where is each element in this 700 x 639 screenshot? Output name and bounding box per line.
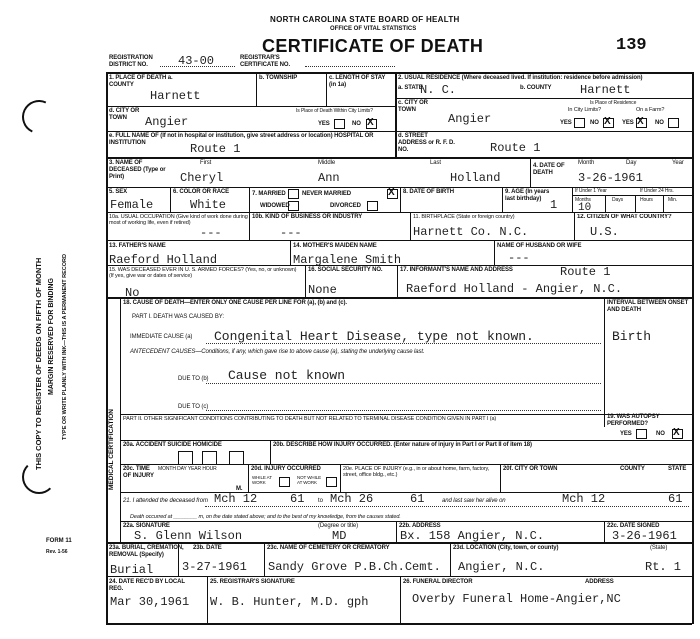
burial-date-label: 23b. DATE — [193, 545, 222, 551]
registrar-cert-line — [305, 66, 395, 67]
sex-value: Female — [110, 198, 154, 212]
homicide-box[interactable] — [229, 451, 244, 465]
location-state-label: (State) — [650, 545, 668, 551]
frame-right — [692, 72, 694, 624]
form-revision: Rev. 1-56 — [46, 549, 68, 555]
dod-label: 4. DATE OF DEATH — [533, 163, 565, 176]
burial-date-value: 3-27-1961 — [182, 560, 247, 574]
residence-county-value: Harnett — [580, 83, 631, 97]
res-farm-yes-mark: X — [637, 116, 644, 127]
res-no2: NO — [655, 120, 664, 126]
rule — [340, 464, 341, 492]
received-value: Mar 30,1961 — [110, 595, 190, 609]
cause-line-c — [206, 410, 601, 411]
residence-farm-label: On a Farm? — [636, 107, 665, 113]
route-value: Rt. 1 — [645, 560, 682, 574]
address-value: Bx. 158 Angier, N.C. — [400, 529, 545, 543]
min-label: Min. — [668, 197, 678, 203]
attended-from-value: Mch 12 — [214, 492, 258, 506]
place-city-label: d. CITY OR TOWN — [109, 108, 140, 121]
rule — [256, 72, 257, 106]
cause-line-a — [206, 343, 601, 344]
race-label: 6. COLOR OR RACE — [173, 189, 230, 195]
rule — [500, 464, 501, 492]
rule — [120, 464, 692, 465]
rule — [572, 187, 573, 212]
informant-label: 17. INFORMANT'S NAME AND ADDRESS — [400, 267, 513, 273]
never-married-label: NEVER MARRIED — [302, 191, 352, 197]
rule — [120, 521, 692, 522]
rule — [120, 440, 692, 441]
under-1-label: If Under 1 Year — [575, 188, 607, 194]
mother-value: Margalene Smith — [293, 253, 402, 267]
residence-street-value: Route 1 — [490, 141, 541, 155]
rule — [248, 464, 249, 492]
ssn-label: 16. SOCIAL SECURITY NO. — [308, 267, 383, 273]
residence-county-label: b. COUNTY — [520, 85, 552, 91]
side-text-register: THIS COPY TO REGISTER OF DEEDS ON FIFTH OF MONTH — [34, 257, 43, 470]
location-label: 23d. LOCATION (City, town, or county) — [453, 545, 559, 551]
dod-month-label: Month — [578, 160, 595, 166]
due-b-value: Cause not known — [228, 368, 346, 383]
received-label: 24. DATE REC'D BY LOCAL REG. — [109, 579, 185, 592]
rule — [106, 131, 395, 132]
form-number: FORM 11 — [46, 538, 72, 544]
father-label: 13. FATHER'S NAME — [109, 243, 166, 249]
place-county-label: 1. PLACE OF DEATH a. COUNTY — [109, 75, 173, 88]
while-work-box[interactable] — [279, 477, 290, 487]
residence-place-label: Is Place of Residence — [590, 100, 637, 106]
residence-state-value: N. C. — [420, 83, 457, 97]
medical-strip-divider — [120, 297, 121, 542]
residence-street-label: d. STREET ADDRESS or R. F. D. NO. — [398, 133, 455, 153]
dod-day-label: Day — [626, 160, 637, 166]
dob-label: 8. DATE OF BIRTH — [403, 189, 454, 195]
rule — [410, 212, 411, 240]
side-text-margin: MARGIN RESERVED FOR BINDING — [48, 278, 55, 395]
time-injury-label: 20c. TIME OF INJURY — [123, 466, 154, 479]
divorced-box[interactable] — [367, 201, 378, 211]
res-limits-no-mark: X — [604, 116, 611, 127]
rule — [170, 187, 171, 212]
while-work-label: WHILE AT WORK — [252, 475, 272, 485]
suicide-box[interactable] — [202, 451, 217, 465]
married-box[interactable] — [288, 189, 299, 199]
cemetery-value: Sandy Grove P.B.Ch.Cemt. — [268, 560, 441, 574]
father-value: Raeford Holland — [109, 253, 218, 267]
rule — [106, 157, 692, 159]
frame-middle — [395, 72, 397, 157]
part2-label: PART II. OTHER SIGNIFICANT CONDITIONS CONTRIBUTING TO DEATH BUT NOT RELATED TO TERMINAL DISEASE CONDITION GIVEN IN PART I (a) — [123, 416, 497, 422]
rule — [106, 212, 692, 213]
birthplace-value: Harnett Co. N.C. — [413, 225, 529, 239]
birthplace-label: 11. BIRTHPLACE (State or foreign country) — [413, 214, 515, 220]
spouse-label: NAME OF HUSBAND OR WIFE — [497, 243, 582, 249]
attended-to-value: Mch 26 — [330, 492, 374, 506]
rule — [395, 131, 692, 132]
rule — [397, 265, 398, 297]
date-signed-label: 22c. DATE SIGNED — [607, 523, 660, 529]
name-middle-label: Middle — [318, 160, 336, 166]
rule — [604, 297, 605, 427]
rule — [572, 195, 692, 196]
rule — [326, 72, 327, 106]
attended-label: 21. I attended the deceased from — [123, 498, 208, 504]
name-last-label: Last — [430, 160, 441, 166]
residence-city-value: Angier — [448, 112, 492, 126]
rule — [530, 157, 531, 187]
not-work-box[interactable] — [326, 477, 337, 487]
location-value: Angier, N.C. — [458, 560, 545, 574]
antecedent-label: ANTECEDENT CAUSES—Conditions, if any, which gave rise to above cause (a), stating the underlying cause last. — [130, 349, 425, 355]
age-months-value: 10 — [578, 202, 592, 214]
immediate-value: Congenital Heart Disease, type not known. — [214, 329, 534, 344]
occupation-value: --- — [200, 226, 222, 240]
citizen-value: U.S. — [590, 225, 619, 239]
name-label: 3. NAME OF DECEASED (Type or Print) — [109, 160, 166, 180]
rule — [635, 195, 636, 212]
place-institution-label: e. FULL NAME OF (If not in hospital or institution, give street address or location) HOSPITAL OR INSTITUTION — [109, 133, 374, 146]
attended-to-label: to — [318, 498, 323, 504]
injury-city-label: 20f. CITY OR TOWN — [503, 466, 558, 472]
dod-year-label: Year — [672, 160, 684, 166]
rule — [106, 106, 395, 107]
date-signed-value: 3-26-1961 — [612, 529, 677, 543]
immediate-label: IMMEDIATE CAUSE (a) — [130, 334, 193, 340]
rule — [264, 542, 265, 576]
due-b-label: DUE TO (b) — [178, 376, 209, 382]
residence-city-limits-label: In City Limits? — [568, 107, 602, 113]
injury-occurred-label: 20d. INJURY OCCURRED — [251, 466, 321, 472]
registrar-sig-value: W. B. Hunter, M.D. gph — [210, 595, 369, 609]
rule — [396, 521, 397, 542]
rule — [663, 195, 664, 212]
place-county-value: Harnett — [150, 89, 201, 103]
rule — [178, 542, 179, 576]
medical-certification-label: MEDICAL CERTIFICATION — [108, 408, 115, 490]
reg-district-value: 43-00 — [178, 54, 215, 68]
cemetery-label: 23c. NAME OF CEMETERY OR CREMATORY — [267, 545, 390, 551]
rule — [106, 576, 692, 577]
residence-city-label: c. CITY OR TOWN — [398, 100, 428, 113]
autopsy-no-mark: X — [673, 427, 680, 438]
office-name: OFFICE OF VITAL STATISTICS — [330, 26, 417, 32]
autopsy-label: 19. WAS AUTOPSY PERFORMED? — [607, 414, 660, 427]
place-stay-label: c. LENGTH OF STAY (in 1a) — [329, 75, 386, 88]
armed-value: No — [125, 286, 140, 300]
accident-box[interactable] — [178, 451, 193, 465]
rule — [605, 195, 606, 212]
divorced-label: DIVORCED — [330, 203, 361, 209]
degree-label: (Degree or title) — [318, 523, 358, 529]
place-yes-checkbox[interactable] — [334, 119, 345, 129]
time-cols-label: MONTH DAY YEAR HOUR — [158, 466, 217, 472]
residence-state-label: a. STATE — [398, 85, 423, 91]
res-no1: NO — [590, 120, 599, 126]
res-farm-no-box[interactable] — [668, 118, 679, 128]
residence-label: 2. USUAL RESIDENCE (Where deceased lived. If institution: residence before admission) — [398, 75, 643, 81]
attended-from-year: 61 — [290, 492, 305, 506]
place-injury-label: 20e. PLACE OF INJURY (e.g., in or about home, farm, factory, street, office bldg., etc.) — [343, 466, 490, 478]
agency-name: NORTH CAROLINA STATE BOARD OF HEALTH — [270, 15, 460, 24]
place-institution-value: Route 1 — [190, 142, 241, 156]
rule — [106, 542, 692, 544]
frame-top — [106, 72, 692, 74]
industry-label: 10b. KIND OF BUSINESS OR INDUSTRY — [252, 214, 363, 220]
rule — [604, 521, 605, 542]
place-city-limits-q: Is Place of Death Within City Limits? — [296, 108, 373, 114]
married-label: 7. MARRIED — [252, 191, 286, 197]
director-value: Overby Funeral Home-Angier,NC — [412, 592, 621, 606]
signature-value: S. Glenn Wilson — [134, 529, 243, 543]
death-occurred-note: Death occurred at ________ m, on the date stated above; and to the best of my knowledge, from the causes stated. — [130, 514, 401, 520]
attended-line — [205, 506, 689, 507]
injury-county-label: COUNTY — [620, 466, 645, 472]
certificate-number: 139 — [616, 36, 647, 55]
rule — [400, 576, 401, 624]
hours-label: Hours — [640, 197, 653, 203]
signature-label: 22a. SIGNATURE — [123, 523, 170, 529]
burial-method-label: 23a. BURIAL, CREMATION, REMOVAL (Specify) — [109, 545, 184, 558]
degree-value: MD — [332, 529, 347, 543]
name-first-value: Cheryl — [180, 171, 224, 185]
interval-label: INTERVAL BETWEEN ONSET AND DEATH — [607, 300, 689, 313]
name-first-label: First — [200, 160, 212, 166]
age-label: 9. AGE (In years last birthday) — [505, 189, 550, 202]
informant-value: Raeford Holland - Angier, N.C. — [406, 282, 623, 296]
registrar-sig-label: 25. REGISTRAR'S SIGNATURE — [210, 579, 295, 585]
under-24-label: If Under 24 Hrs. — [640, 188, 674, 194]
interval-a-value: Birth — [612, 329, 652, 344]
rule — [290, 240, 291, 265]
rule — [395, 98, 692, 99]
autopsy-yes-box[interactable] — [636, 429, 647, 439]
time-m-label: M. — [236, 486, 243, 492]
rule — [249, 212, 250, 240]
rule — [106, 240, 692, 241]
director-address-label: ADDRESS — [585, 579, 614, 585]
attended-to-year: 61 — [410, 492, 425, 506]
page-title: CERTIFICATE OF DEATH — [262, 36, 484, 56]
widowed-label: WIDOWED — [260, 203, 290, 209]
autopsy-no-label: NO — [656, 431, 665, 437]
place-yes-label: YES — [318, 121, 330, 127]
due-c-label: DUE TO (c) — [178, 404, 209, 410]
occupation-label: 10a. USUAL OCCUPATION (Give kind of work done during most of working life, even if retired) — [109, 214, 248, 226]
days-label: Days — [612, 197, 623, 203]
name-middle-value: Ann — [318, 171, 340, 185]
spouse-value: --- — [508, 251, 530, 265]
never-married-mark: X — [388, 187, 395, 198]
reg-district-line — [160, 66, 235, 67]
address-label: 22b. ADDRESS — [399, 523, 441, 529]
dod-value: 3-26-1961 — [578, 171, 643, 185]
sex-label: 5. SEX — [109, 189, 128, 195]
rule — [305, 265, 306, 297]
registrar-cert-label: REGISTRAR'S CERTIFICATE NO. — [240, 55, 291, 68]
place-no-mark: X — [367, 117, 374, 128]
cause-label: 18. CAUSE OF DEATH—ENTER ONLY ONE CAUSE PER LINE FOR (a), (b) and (c). — [123, 300, 347, 306]
rule — [450, 542, 451, 576]
industry-value: --- — [280, 226, 302, 240]
reg-district-label: REGISTRATION DISTRICT NO. — [109, 55, 153, 68]
director-label: 26. FUNERAL DIRECTOR — [403, 579, 473, 585]
cause-line-b — [206, 383, 601, 384]
last-saw-year: 61 — [668, 492, 683, 506]
rule — [502, 187, 503, 212]
autopsy-yes-label: YES — [620, 431, 632, 437]
age-years-value: 1 — [550, 198, 558, 212]
place-township-label: b. TOWNSHIP — [259, 75, 298, 81]
rule — [400, 187, 401, 212]
binding-hole-top — [17, 95, 61, 139]
last-saw-value: Mch 12 — [562, 492, 606, 506]
res-yes2: YES — [622, 120, 634, 126]
rule — [120, 492, 692, 493]
widowed-box[interactable] — [288, 201, 299, 211]
describe-injury-label: 20b. DESCRIBE HOW INJURY OCCURRED. (Enter nature of injury in Part I or Part II of item 18) — [273, 442, 532, 448]
mother-label: 14. MOTHER'S MAIDEN NAME — [293, 243, 377, 249]
place-no-label: NO — [352, 121, 361, 127]
injury-state-label: STATE — [668, 466, 687, 472]
accident-label: 20a. ACCIDENT SUICIDE HOMICIDE — [123, 442, 222, 448]
rule — [494, 240, 495, 265]
ssn-value: None — [308, 283, 337, 297]
side-text-permanent: TYPE OR WRITE PLAINLY WITH INK—THIS IS A PERMANENT RECORD — [62, 254, 68, 440]
rule — [207, 576, 208, 624]
not-work-label: NOT WHILE AT WORK — [297, 475, 322, 485]
months-label: Months — [575, 197, 591, 203]
armed-label: 15. WAS DECEASED EVER IN U. S. ARMED FORCES? (Yes, no, or unknown) (If yes, give war or dates of service) — [109, 267, 297, 279]
rule — [270, 440, 271, 464]
res-yes1: YES — [560, 120, 572, 126]
res-limits-yes-box[interactable] — [574, 118, 585, 128]
informant-address-value: Route 1 — [560, 265, 611, 279]
place-city-value: Angier — [145, 115, 189, 129]
rule — [249, 187, 250, 212]
citizen-label: 12. CITIZEN OF WHAT COUNTRY? — [577, 214, 672, 220]
last-saw-label: and last saw her alive on — [442, 498, 506, 504]
burial-method-value: Burial — [110, 563, 154, 577]
frame-bottom — [106, 623, 692, 625]
name-last-value: Holland — [450, 171, 501, 185]
rule — [574, 212, 575, 240]
race-value: White — [190, 198, 227, 212]
part1-label: PART I. DEATH WAS CAUSED BY: — [132, 314, 224, 320]
